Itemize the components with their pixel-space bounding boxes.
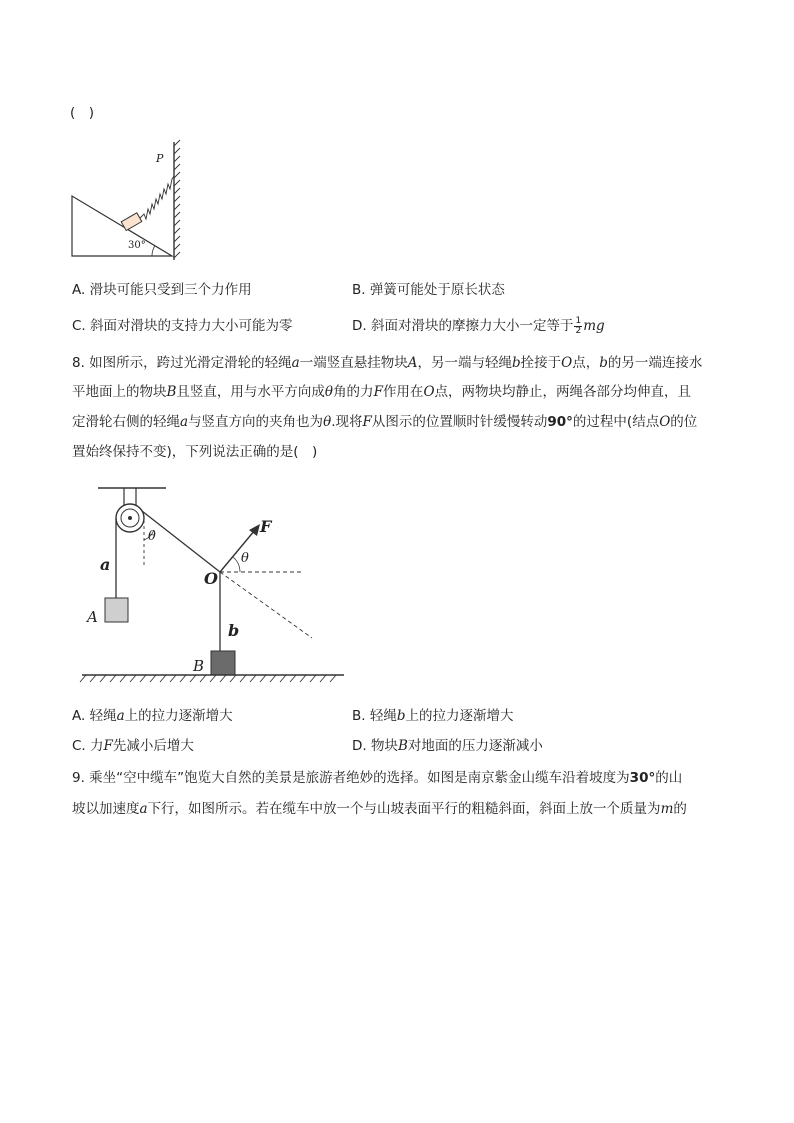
- text-run: 的位: [670, 414, 698, 430]
- q8-stem-line-2: [72, 382, 691, 402]
- text-run: 置始终保持不变)，下列说法正确的是( ): [72, 444, 318, 460]
- label-theta-1: θ: [148, 529, 156, 544]
- q8-option-a: [72, 706, 233, 726]
- math-symbol: F: [362, 414, 372, 430]
- mg-symbol: mg: [583, 318, 605, 334]
- text-run: 的另一端连接水: [607, 355, 703, 371]
- label-p: P: [156, 152, 164, 165]
- force-f-arrow: [220, 530, 255, 572]
- q9-stem-line-1: [72, 768, 682, 788]
- text-run: 作用在: [382, 384, 424, 400]
- q8-option-d: [352, 736, 543, 756]
- wall-hatch: [174, 140, 180, 258]
- text-run: 对地面的压力逐渐减小: [407, 738, 543, 754]
- math-symbol: b: [511, 355, 521, 371]
- text-run: 上的拉力逐渐增大: [124, 708, 233, 724]
- math-symbol: O: [659, 414, 671, 430]
- text-run: 的山: [655, 770, 683, 786]
- text-run: .现将: [331, 414, 363, 430]
- label-b: b: [228, 621, 240, 640]
- text-run: 与竖直方向的夹角也为: [188, 414, 324, 430]
- math-symbol: b: [396, 708, 406, 724]
- text-run: 一端竖直悬挂物块: [299, 355, 408, 371]
- q8-option-c: [72, 736, 194, 756]
- ground-hatch: [80, 675, 336, 682]
- math-symbol: a: [116, 708, 125, 724]
- q8-option-b: [352, 706, 514, 726]
- label-o: O: [204, 569, 218, 588]
- text-run: 点，两物块均静止，两绳各部分均伸直，且: [434, 384, 692, 400]
- text-run: C. 力: [72, 738, 104, 754]
- q7-option-c: C. 斜面对滑块的支持力大小可能为零: [72, 318, 293, 334]
- math-symbol: O: [423, 384, 435, 400]
- math-symbol: F: [373, 384, 383, 400]
- label-theta-2: θ: [241, 551, 249, 566]
- label-block-b: B: [193, 657, 205, 675]
- q8-stem-line-1: [72, 353, 702, 373]
- math-symbol: m: [660, 801, 674, 817]
- math-symbol: θ: [323, 414, 332, 430]
- math-symbol: a: [180, 414, 189, 430]
- block-a: [105, 598, 128, 622]
- text-run: 下行，如图所示。若在缆车中放一个与山坡表面平行的粗糙斜面，斜面上放一个质量为: [147, 801, 661, 817]
- math-symbol: B: [397, 738, 408, 754]
- q7-option-d-text: D. 斜面对滑块的摩擦力大小一定等于: [352, 318, 574, 334]
- text-run: ，另一端与轻绳: [417, 355, 512, 371]
- block-b: [211, 651, 235, 675]
- incline-triangle: [72, 196, 172, 256]
- q7-option-b: B. 弹簧可能处于原长状态: [352, 282, 505, 298]
- label-block-a: A: [87, 608, 98, 626]
- text-run: B. 轻绳: [352, 708, 397, 724]
- math-symbol: a: [291, 355, 300, 371]
- text-run: A. 轻绳: [72, 708, 117, 724]
- math-symbol: 90°: [547, 414, 573, 430]
- q9-stem-line-2: [72, 799, 687, 819]
- label-angle: 30°: [128, 240, 146, 251]
- text-run: 的: [673, 801, 687, 817]
- text-run: D. 物块: [352, 738, 398, 754]
- label-f: F: [260, 517, 272, 536]
- text-run: 9. 乘坐“空中缆车”饱览大自然的美景是旅游者绝妙的选择。如图是南京紫金山缆车沿着坡度为: [72, 770, 630, 786]
- text-run: 8. 如图所示，跨过光滑定滑轮的轻绳: [72, 355, 292, 371]
- answer-bracket: ( ): [70, 105, 95, 121]
- slider-block: [121, 213, 142, 231]
- q7-option-a: A. 滑块可能只受到三个力作用: [72, 282, 252, 298]
- text-run: 坡以加速度: [72, 801, 140, 817]
- text-run: 上的拉力逐渐增大: [405, 708, 514, 724]
- text-run: 从图示的位置顺时针缓慢转动: [371, 414, 548, 430]
- math-symbol: A: [407, 355, 418, 371]
- math-symbol: θ: [324, 384, 334, 400]
- pulley-force-figure: [78, 480, 350, 690]
- text-run: 先减小后增大: [112, 738, 194, 754]
- spring: [140, 176, 174, 219]
- text-run: 角的力: [333, 384, 374, 400]
- text-run: 点，: [572, 355, 600, 371]
- math-symbol: 30°: [629, 770, 656, 786]
- math-symbol: F: [103, 738, 113, 754]
- math-symbol: O: [561, 355, 573, 371]
- incline-spring-figure: [60, 140, 190, 265]
- math-symbol: a: [139, 801, 148, 817]
- q7-option-d: [352, 316, 605, 336]
- one-half-fraction: $\frac{1}{2}$: [575, 315, 582, 336]
- text-run: 定滑轮右侧的轻绳: [72, 414, 180, 430]
- math-symbol: b: [599, 355, 608, 371]
- q8-stem-line-3: [72, 412, 697, 432]
- text-run: 且竖直，用与水平方向成: [176, 384, 325, 400]
- math-symbol: B: [166, 384, 177, 400]
- label-a: a: [100, 555, 111, 574]
- text-run: 的过程中(结点: [572, 414, 660, 430]
- text-run: 平地面上的物块: [72, 384, 167, 400]
- theta-arc-2: [233, 557, 240, 572]
- text-run: 拴接于: [520, 355, 562, 371]
- q8-stem-line-4: [72, 442, 317, 462]
